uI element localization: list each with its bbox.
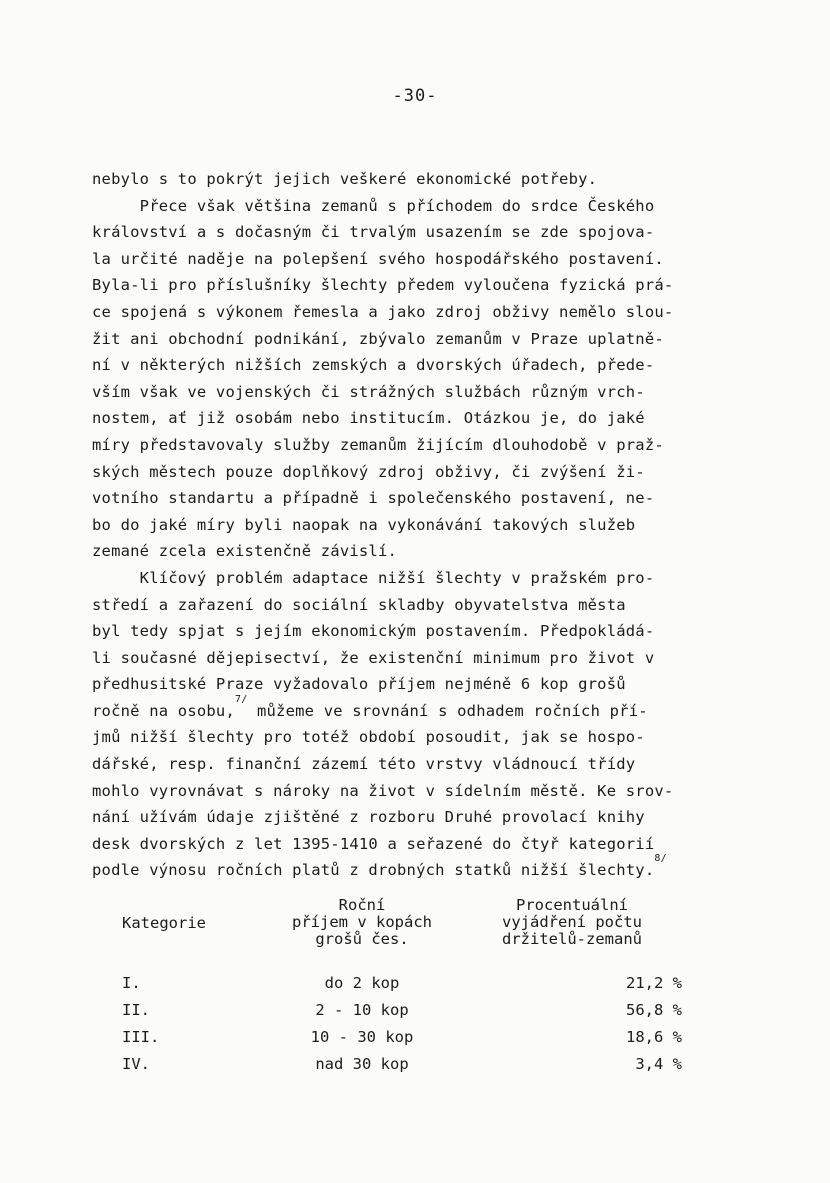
text-line: votního standartu a případně i společenského postavení, ne- bbox=[92, 489, 655, 508]
text-line: středí a zařazení do sociální skladby obyvatelstva města bbox=[92, 595, 626, 614]
income-cell: 2 - 10 kop bbox=[315, 1000, 409, 1019]
header-line: držitelů-zemanů bbox=[502, 930, 642, 948]
header-line: Procentuální bbox=[516, 896, 628, 914]
header-line: grošů čes. bbox=[315, 930, 409, 948]
text-line: nání užívám údaje zjištěné z rozboru Druhé provolací knihy bbox=[92, 808, 645, 827]
table-row bbox=[122, 969, 682, 996]
line-text: ročně na osobu, bbox=[92, 701, 235, 720]
text-line: Klíčový problém adaptace nižší šlechty v pražském pro- bbox=[92, 568, 655, 587]
header-percent bbox=[462, 897, 682, 948]
category-cell: I. bbox=[122, 973, 141, 992]
income-table bbox=[122, 897, 682, 1077]
page-number: -30- bbox=[392, 86, 438, 106]
text-line: nebylo s to pokrýt jejich veškeré ekonomické potřeby. bbox=[92, 170, 598, 188]
header-line: vyjádření počtu bbox=[502, 913, 642, 931]
income-cell: nad 30 kop bbox=[315, 1054, 409, 1073]
text-line: byl tedy spjat s jejím ekonomickým postavením. Předpokládá- bbox=[92, 622, 655, 641]
text-line: li současné dějepisectví, že existenční minimum pro život v bbox=[92, 648, 655, 667]
text-line: míry představovaly služby zemanům žijícím dlouhodobě v praž- bbox=[92, 435, 664, 454]
header-income bbox=[262, 897, 462, 948]
text-line: království a s dočasným či trvalým usazením se zde spojova- bbox=[92, 223, 655, 242]
text-line: předhusitské Praze vyžadovalo příjem nejméně 6 kop grošů bbox=[92, 675, 626, 694]
text-line: mohlo vyrovnávat s nároky na život v sídelním městě. Ke srov- bbox=[92, 781, 674, 800]
line-text: podle výnosu ročních platů z drobných statků nižší šlechty. bbox=[92, 861, 655, 880]
table-row bbox=[122, 996, 682, 1023]
header-category: Kategorie bbox=[122, 913, 206, 932]
percent-cell: 3,4 % bbox=[635, 1054, 682, 1073]
table-row bbox=[122, 1023, 682, 1050]
header-line: Roční bbox=[338, 896, 386, 914]
header-line: příjem v kopách bbox=[292, 913, 432, 931]
text-line: Přece však většina zemanů s příchodem do srdce Českého bbox=[92, 196, 655, 215]
text-line bbox=[92, 693, 782, 725]
text-line: la určité naděje na polepšení svého hospodářského postavení. bbox=[92, 249, 664, 268]
category-cell: II. bbox=[122, 1000, 150, 1019]
footnote-ref: 7/ bbox=[234, 693, 248, 705]
table-header-row bbox=[122, 897, 682, 948]
footnote-ref: 8/ bbox=[654, 853, 667, 865]
text-line: Byla-li pro příslušníky šlechty předem vyloučena fyzická prá- bbox=[92, 276, 674, 295]
income-cell: do 2 kop bbox=[324, 973, 400, 992]
text-line: dářské, resp. finanční zázemí této vrstvy vládnoucí třídy bbox=[92, 755, 636, 774]
category-cell: III. bbox=[122, 1027, 160, 1046]
text-line: vším však ve vojenských či strážných službách různým vrch- bbox=[92, 382, 645, 401]
text-line: ní v některých nižších zemských a dvorských úřadech, přede- bbox=[92, 356, 655, 375]
percent-cell: 18,6 % bbox=[626, 1027, 682, 1046]
text-line: nostem, ať již osobám nebo institucím. Otázkou je, do jaké bbox=[92, 409, 645, 428]
text-line: zemané zcela existenčně závislí. bbox=[92, 542, 398, 561]
text-line: bo do jaké míry byli naopak na vykonávání takových služeb bbox=[92, 515, 636, 534]
text-line: ských městech pouze doplňkový zdroj obživy, či zvýšení ži- bbox=[92, 462, 645, 481]
percent-cell: 21,2 % bbox=[626, 973, 682, 992]
body-text bbox=[92, 166, 782, 884]
table-row bbox=[122, 1050, 682, 1077]
text-line: desk dvorských z let 1395-1410 a seřazené do čtyř kategorií bbox=[92, 834, 655, 853]
text-line bbox=[92, 853, 782, 884]
line-text: můžeme ve srovnání s odhadem ročních pří- bbox=[247, 701, 648, 720]
percent-cell: 56,8 % bbox=[626, 1000, 682, 1019]
text-line: žit ani obchodní podnikání, zbývalo zemanům v Praze uplatně- bbox=[92, 329, 664, 348]
category-cell: IV. bbox=[122, 1054, 150, 1073]
income-cell: 10 - 30 kop bbox=[310, 1027, 414, 1046]
text-line: jmů nižší šlechty pro totéž období posoudit, jak se hospo- bbox=[92, 728, 645, 747]
text-line: ce spojená s výkonem řemesla a jako zdroj obživy nemělo slou- bbox=[92, 302, 674, 321]
